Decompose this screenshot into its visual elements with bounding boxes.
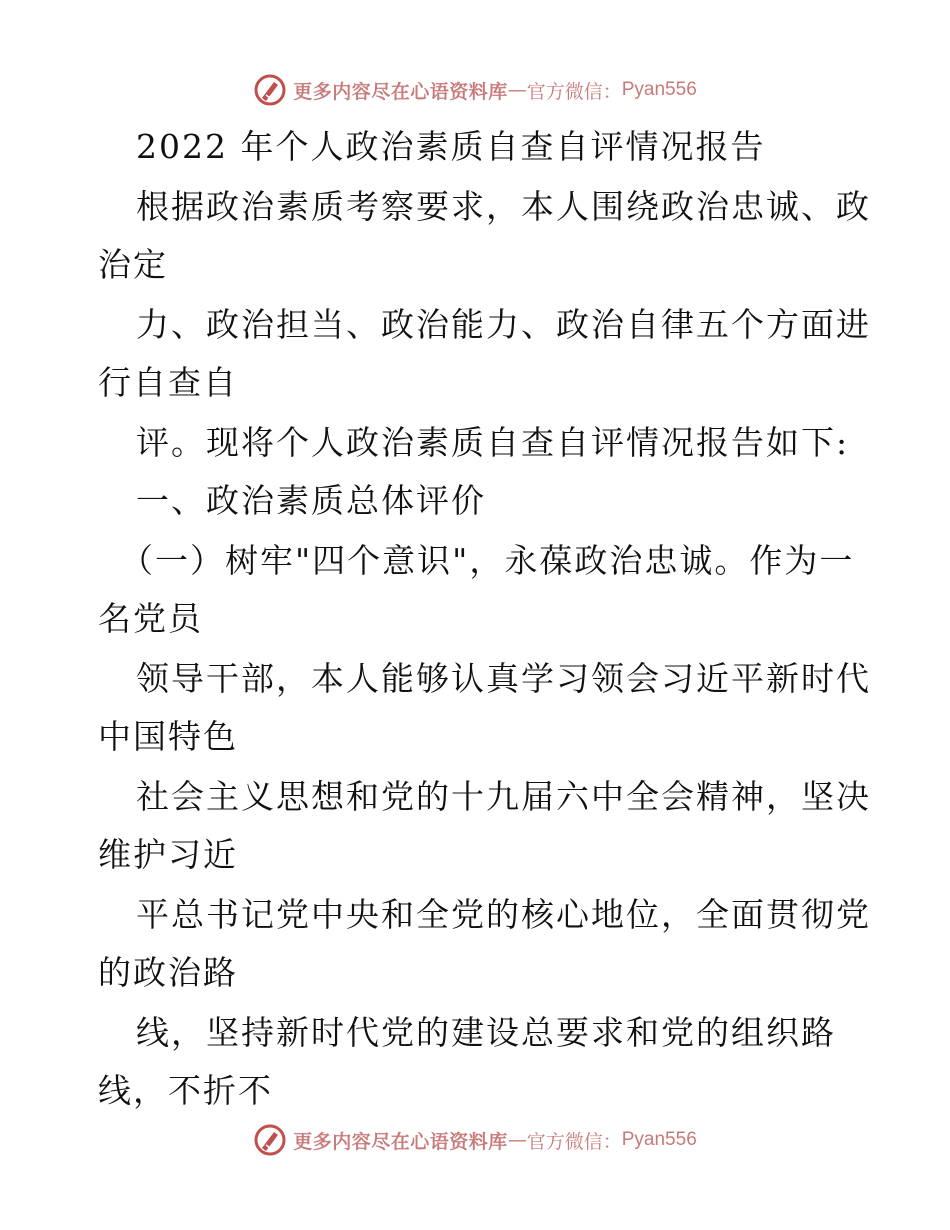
footer-wechat-label: 官方微信： [526,1130,622,1153]
header-wechat-id: Pyan556 [621,79,697,100]
document-title: 2022 年个人政治素质自查自评情况报告 [136,127,766,166]
footer-watermark-banner [0,1120,950,1160]
paragraph-line: 平总书记党中央和全党的核心地位，全面贯彻党 [136,895,871,934]
pen-logo-icon [253,1123,287,1157]
header-watermark-banner [0,70,950,110]
paragraph-line: 线，不折不 [98,1071,273,1110]
pen-logo-icon [253,73,287,107]
footer-promo-text: 更多内容尽在心语资料库 [293,1130,508,1153]
subsection-heading: （一）树牢"四个意识"，永葆政治忠诚。作为一 [120,541,855,580]
section-heading: 一、政治素质总体评价 [136,481,486,520]
header-dash: — [507,79,527,101]
paragraph-line: 维护习近 [98,835,238,874]
paragraph-line: 行自查自 [98,363,238,402]
paragraph-line: 领导干部，本人能够认真学习领会习近平新时代 [136,659,871,698]
header-promo-text: 更多内容尽在心语资料库 [293,80,508,103]
paragraph-line: 力、政治担当、政治能力、政治自律五个方面进 [136,305,871,344]
footer-dash: — [507,1129,527,1151]
paragraph-line: 线，坚持新时代党的建设总要求和党的组织路 [136,1013,836,1052]
paragraph-line: 中国特色 [98,717,238,756]
paragraph-line: 治定 [98,245,168,284]
footer-wechat-id: Pyan556 [621,1129,697,1150]
paragraph-line: 的政治路 [98,953,238,992]
paragraph-line: 社会主义思想和党的十九届六中全会精神，坚决 [136,777,871,816]
paragraph-line: 名党员 [98,599,203,638]
header-wechat-label: 官方微信： [526,80,622,103]
paragraph-line: 评。现将个人政治素质自查自评情况报告如下: [136,423,850,462]
paragraph-line: 根据政治素质考察要求，本人围绕政治忠诚、政 [136,187,871,226]
